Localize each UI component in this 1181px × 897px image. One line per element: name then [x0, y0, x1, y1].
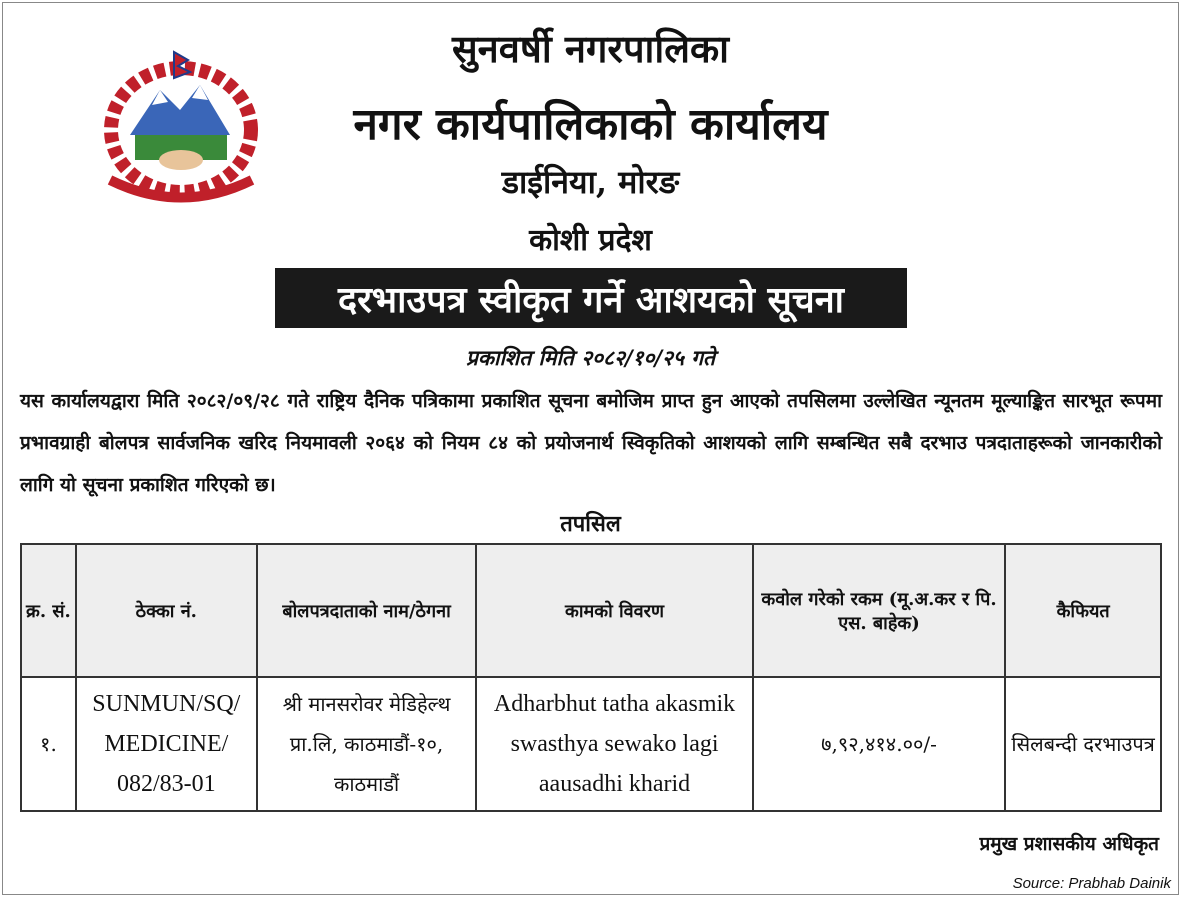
cell-remarks: सिलबन्दी दरभाउपत्र	[1005, 677, 1161, 811]
header-work-description: कामको विवरण	[476, 544, 752, 677]
cell-bid-amount: ७,९२,४१४.००/-	[753, 677, 1006, 811]
cell-contract-no: SUNMUN/SQ/ MEDICINE/ 082/83-01	[76, 677, 257, 811]
header-remarks: कैफियत	[1005, 544, 1161, 677]
office-address: डाईनिया, मोरङ	[501, 163, 680, 201]
schedule-title: तपसिल	[560, 511, 621, 537]
source-credit: Source: Prabhab Dainik	[1012, 875, 1171, 892]
bid-table	[20, 543, 1162, 812]
published-date: प्रकाशित मिति २०८२/१०/२५ गते	[465, 345, 716, 370]
cell-sn: १.	[21, 677, 76, 811]
signatory-title: प्रमुख प्रशासकीय अधिकृत	[979, 833, 1159, 855]
header-sn: क्र. सं.	[21, 544, 76, 677]
province-name: कोशी प्रदेश	[529, 223, 652, 258]
cell-bidder: श्री मानसरोवर मेडिहेल्थ प्रा.लि, काठमाडौं-१०, काठमाडौं	[257, 677, 477, 811]
header-contract-no: ठेक्का नं.	[76, 544, 257, 677]
office-name: नगर कार्यपालिकाको कार्यालय	[353, 99, 828, 150]
header-bid-amount: कवोल गरेको रकम (मू.अ.कर र पि. एस. बाहेक)	[753, 544, 1006, 677]
table-row	[21, 677, 1161, 811]
table-header-row	[21, 544, 1161, 677]
municipality-name: सुनवर्षी नगरपालिका	[451, 26, 730, 71]
header-bidder: बोलपत्रदाताको नाम/ठेगना	[257, 544, 477, 677]
notice-title-banner: दरभाउपत्र स्वीकृत गर्ने आशयको सूचना	[275, 268, 907, 328]
notice-body: यस कार्यालयद्वारा मिति २०८२/०९/२८ गते राष्ट्रिय दैनिक पत्रिकामा प्रकाशित सूचना बमोजिम प्राप्त हुन आएको तपसिलमा उल्लेखित न्यूनतम मूल्याङ्कित सारभूत रूपमा प्रभावग्राही बोलपत्र सार्वजनिक खरिद नियमावली २०६४ को नियम ८४ को प्रयोजनार्थ स्विकृतिको आशयको लागि सम्बन्धित सबै दरभाउ पत्रदाताहरूको जानकारीको लागि यो सूचना प्रकाशित गरिएको छ।	[20, 390, 1162, 496]
cell-work-description: Adharbhut tatha akasmik swasthya sewako lagi aausadhi kharid	[476, 677, 752, 811]
